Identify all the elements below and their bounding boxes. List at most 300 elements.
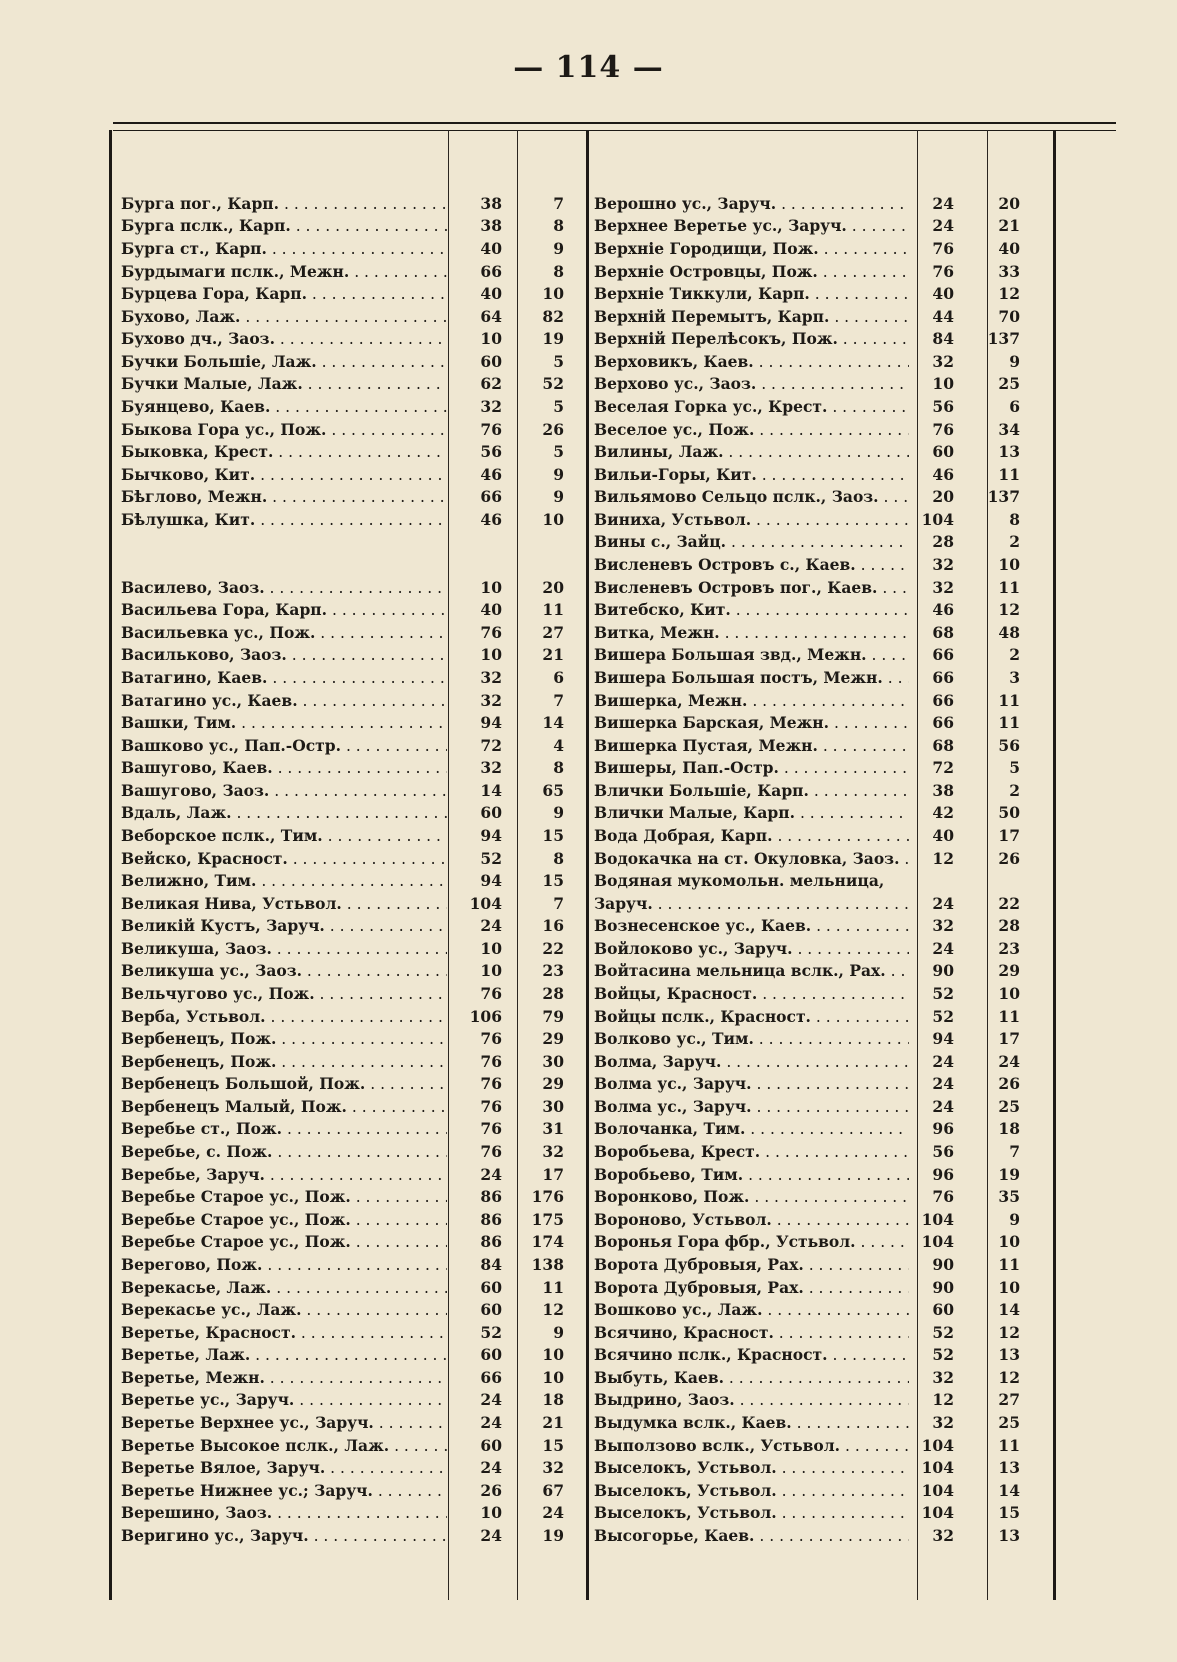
entry-name: Выдрино, Заоз. . . . [594, 1390, 909, 1409]
entry-page: 46 [480, 464, 502, 484]
entry-name: Вошково ус., Лаж. . . . [594, 1300, 909, 1319]
entry-page: 52 [932, 984, 954, 1004]
entry-page: 60 [480, 1345, 502, 1365]
index-entry [594, 327, 1020, 350]
index-entry [121, 440, 564, 463]
entry-page: 32 [932, 577, 954, 597]
entry-number: 65 [542, 780, 564, 800]
index-entry [594, 1073, 1020, 1096]
index-entry [121, 1434, 564, 1457]
entry-page: 10 [480, 938, 502, 958]
entry-name: Войлоково ус., Заруч. . . . [594, 939, 909, 958]
entry-page: 104 [921, 1503, 954, 1523]
entry-number: 14 [542, 713, 564, 733]
index-entry [121, 192, 564, 215]
entry-number: 26 [542, 419, 564, 439]
entry-page: 76 [480, 1142, 502, 1162]
entry-page: 104 [921, 1458, 954, 1478]
entry-page: 40 [932, 284, 954, 304]
entry-number: 25 [998, 1413, 1020, 1432]
entry-name: Влички Малые, Карп. . . . [594, 803, 909, 822]
entry-name: Вишеры, Пап.-Остр. . . . [594, 758, 909, 777]
entry-page: 76 [480, 984, 502, 1004]
entry-number: 2 [1009, 532, 1020, 552]
entry-page: 104 [921, 1209, 954, 1229]
entry-number: 17 [998, 1029, 1020, 1049]
entry-page: 66 [932, 667, 954, 687]
index-entry [121, 1276, 564, 1299]
entry-page: 86 [480, 1209, 502, 1229]
entry-number: 29 [542, 1074, 564, 1094]
entry-name: Верекасье ус., Лаж. . . . [121, 1300, 447, 1319]
entry-name: Витебско, Кит. . . . [594, 600, 909, 619]
index-entry [594, 237, 1020, 260]
entry-number: 8 [553, 261, 564, 281]
index-entry [594, 802, 1020, 825]
entry-name: Верхній Перелѣсокъ, Пож. . . . [594, 329, 909, 348]
entry-number: 4 [553, 735, 564, 755]
entry-page: 84 [480, 1254, 502, 1274]
entry-number: 9 [1009, 351, 1020, 371]
index-entry [121, 689, 564, 712]
entry-number: 12 [542, 1300, 564, 1320]
entry-page: 32 [480, 396, 502, 416]
entry-page: 32 [932, 555, 954, 575]
entry-name: Вилины, Лаж. . . . [594, 442, 909, 461]
index-entry [594, 1389, 1020, 1412]
entry-name: Ватагино, Каев. . . . [121, 668, 447, 687]
entry-page: 32 [932, 1413, 954, 1432]
entry-number: 21 [998, 216, 1020, 236]
entry-page: 76 [932, 1187, 954, 1207]
entry-number: 7 [553, 893, 564, 913]
entry-number: 28 [998, 916, 1020, 936]
entry-number: 33 [998, 261, 1020, 281]
entry-number: 7 [1009, 1142, 1020, 1162]
entry-number: 48 [998, 622, 1020, 642]
index-entry [121, 847, 564, 870]
entry-name: Веретье, Межн. . . . [121, 1368, 447, 1387]
index-entry [594, 373, 1020, 396]
entry-name: Выдумка вслк., Каев. . . . [594, 1413, 909, 1432]
entry-name: Вашково ус., Пап.-Остр. . . . [121, 736, 447, 755]
entry-page: 76 [932, 261, 954, 281]
entry-name: Вороново, Устьвол. . . . [594, 1210, 909, 1229]
entry-name: Быкова Гора ус., Пож. . . . [121, 420, 447, 439]
entry-name: Верхово ус., Заоз. . . . [594, 374, 909, 393]
entry-name: Вашки, Тим. . . . [121, 713, 447, 732]
entry-number: 30 [542, 1096, 564, 1116]
entry-name: Ворота Дубровыя, Рах. . . . [594, 1278, 909, 1297]
entry-page: 24 [932, 1074, 954, 1094]
entry-page: 104 [921, 509, 954, 529]
index-entry [594, 779, 1020, 802]
entry-name: Веребье, с. Пож. . . . [121, 1142, 447, 1161]
index-entry [594, 937, 1020, 960]
index-entry [121, 1366, 564, 1389]
index-entry [594, 982, 1020, 1005]
index-entry [121, 1163, 564, 1186]
entry-name: Волма ус., Заруч. . . . [594, 1097, 909, 1116]
entry-page: 24 [932, 216, 954, 236]
entry-name: Выползово вслк., Устьвол. . . . [594, 1436, 909, 1455]
entry-page: 60 [480, 803, 502, 823]
entry-number: 137 [987, 329, 1020, 349]
entry-number: 176 [531, 1187, 564, 1207]
entry-name: Василькoво, Заоз. . . . [121, 645, 447, 664]
entry-name: Вейско, Красност. . . . [121, 849, 447, 868]
index-entry [121, 1005, 564, 1028]
entry-page: 24 [932, 893, 954, 913]
entry-number: 15 [542, 1435, 564, 1455]
entry-name: Верхній Перемытъ, Карп. . . . [594, 307, 909, 326]
index-entry [594, 1163, 1020, 1186]
entry-number: 15 [542, 825, 564, 845]
index-entry [594, 960, 1020, 983]
index-entry [594, 395, 1020, 418]
index-entry [121, 915, 564, 938]
entry-number: 10 [998, 555, 1020, 575]
entry-page: 76 [480, 1051, 502, 1071]
entry-name: Воробьево, Тим. . . . [594, 1165, 909, 1184]
index-entry [594, 1321, 1020, 1344]
entry-page: 66 [480, 1367, 502, 1387]
entry-number: 56 [998, 735, 1020, 755]
index-entry [121, 215, 564, 238]
entry-number: 12 [998, 1367, 1020, 1387]
entry-number: 11 [542, 600, 564, 620]
entry-page: 14 [480, 780, 502, 800]
index-entry [594, 215, 1020, 238]
index-entry [121, 282, 564, 305]
entry-name: Войцы пслк., Красност. . . . [594, 1007, 909, 1026]
entry-page: 104 [921, 1480, 954, 1500]
entry-name: Веретье, Красност. . . . [121, 1323, 447, 1342]
entry-page: 84 [932, 329, 954, 349]
entry-number: 6 [1009, 396, 1020, 416]
index-entry [121, 1050, 564, 1073]
entry-page: 24 [480, 1458, 502, 1478]
entry-name: Бурга ст., Карп. . . . [121, 239, 447, 258]
entry-page: 90 [932, 961, 954, 981]
entry-number: 8 [553, 848, 564, 868]
entry-name: Бычково, Кит. . . . [121, 465, 447, 484]
entry-name: Заруч. . . . [594, 894, 909, 913]
index-entry [594, 1524, 1020, 1547]
entry-name: Быковка, Крест. . . . [121, 442, 447, 461]
entry-number: 32 [542, 1458, 564, 1478]
entry-name: Выбуть, Каев. . . . [594, 1368, 909, 1387]
index-entry [594, 282, 1020, 305]
entry-name: Верегово, Пож. . . . [121, 1255, 447, 1274]
entry-page: 52 [480, 848, 502, 868]
index-entry [121, 1118, 564, 1141]
entry-name: Выселокъ, Устьвол. . . . [594, 1481, 909, 1500]
entry-number: 10 [542, 284, 564, 304]
entry-name: Вдаль, Лаж. . . . [121, 803, 447, 822]
index-entry [121, 1185, 564, 1208]
entry-name: Веребье ст., Пож. . . . [121, 1119, 447, 1138]
entry-name: Верхнее Веретье ус., Заруч. . . . [594, 216, 909, 235]
index-entry [594, 1366, 1020, 1389]
entry-number: 31 [542, 1119, 564, 1139]
entry-page: 12 [932, 848, 954, 868]
entry-page: 40 [480, 284, 502, 304]
table-frame [113, 122, 1116, 1600]
entry-page: 32 [480, 690, 502, 710]
entry-page: 10 [480, 577, 502, 597]
entry-name: Всячино пслк., Красност. . . . [594, 1345, 909, 1364]
entry-page: 60 [480, 1435, 502, 1455]
index-entry [594, 621, 1020, 644]
index-entry [121, 463, 564, 486]
entry-number: 5 [553, 442, 564, 462]
entry-page: 46 [480, 509, 502, 529]
entry-number: 2 [1009, 780, 1020, 800]
entry-page: 10 [480, 329, 502, 349]
index-entry [121, 1298, 564, 1321]
entry-page: 26 [480, 1480, 502, 1500]
entry-name: Влички Большіе, Карп. . . . [594, 781, 909, 800]
entry-number: 11 [998, 1006, 1020, 1026]
entry-page: 42 [932, 803, 954, 823]
entry-number: 20 [998, 193, 1020, 213]
entry-page: 10 [480, 645, 502, 665]
entry-page: 32 [932, 351, 954, 371]
entry-number: 24 [998, 1051, 1020, 1071]
entry-name: Великуша ус., Заоз. . . . [121, 961, 447, 980]
index-entry [121, 869, 564, 892]
left-index-column [121, 192, 564, 1547]
entry-number: 16 [542, 916, 564, 936]
entry-number: 27 [998, 1390, 1020, 1410]
entry-number: 67 [542, 1480, 564, 1500]
entry-name: Бурга пслк., Карп. . . . [121, 216, 447, 235]
index-entry [594, 192, 1020, 215]
entry-name: Вознесенское ус., Каев. . . . [594, 916, 909, 935]
index-entry [594, 1208, 1020, 1231]
entry-page: 60 [932, 1300, 954, 1320]
entry-number: 7 [553, 193, 564, 213]
entry-name: Вода Добрая, Карп. . . . [594, 826, 909, 845]
entry-page: 38 [932, 780, 954, 800]
entry-page: 76 [932, 419, 954, 439]
entry-name: Выселокъ, Устьвол. . . . [594, 1458, 909, 1477]
entry-page: 60 [480, 1300, 502, 1320]
index-entry [594, 1411, 1020, 1434]
entry-number: 10 [998, 1232, 1020, 1252]
entry-number: 9 [553, 803, 564, 823]
entry-page: 90 [932, 1277, 954, 1297]
entry-page: 66 [932, 645, 954, 665]
entry-name: Веребье Старое ус., Пож. . . . [121, 1187, 447, 1206]
entry-page: 32 [480, 758, 502, 778]
entry-page: 24 [932, 1096, 954, 1116]
entry-number: 19 [542, 329, 564, 349]
entry-name: Василево, Заоз. . . . [121, 578, 447, 597]
entry-name: Бѣглово, Межн. . . . [121, 487, 447, 506]
entry-page: 56 [932, 1142, 954, 1162]
index-entry [594, 1343, 1020, 1366]
entry-name: Великій Кустъ, Заруч. . . . [121, 916, 447, 935]
entry-name: Веребье Старое ус., Пож. . . . [121, 1210, 447, 1229]
entry-number: 27 [542, 622, 564, 642]
entry-number: 10 [998, 984, 1020, 1004]
index-entry [121, 305, 564, 328]
entry-number: 18 [998, 1119, 1020, 1139]
index-entry [594, 260, 1020, 283]
entry-name: Верешино, Заоз. . . . [121, 1503, 447, 1522]
entry-number: 22 [542, 938, 564, 958]
top-rule [113, 122, 1116, 131]
entry-number: 5 [553, 396, 564, 416]
index-entry [121, 1140, 564, 1163]
entry-name: Веретье ус., Заруч. . . . [121, 1390, 447, 1409]
entry-page: 60 [480, 1277, 502, 1297]
entry-name: Воронья Гора фбр., Устьвол. . . . [594, 1232, 909, 1251]
entry-name: Волма ус., Заруч. . . . [594, 1074, 909, 1093]
entry-name: Верхніе Городищи, Пож. . . . [594, 239, 909, 258]
index-entry [594, 869, 1020, 892]
entry-number: 11 [542, 1277, 564, 1297]
entry-page: 94 [480, 825, 502, 845]
entry-page: 12 [932, 1390, 954, 1410]
entry-number: 28 [542, 984, 564, 1004]
index-entry [594, 847, 1020, 870]
entry-page: 94 [480, 713, 502, 733]
entry-page: 52 [932, 1345, 954, 1365]
entry-number: 24 [542, 1503, 564, 1523]
entry-number: 13 [998, 1345, 1020, 1365]
entry-page: 60 [480, 351, 502, 371]
index-entry [121, 1411, 564, 1434]
entry-name: Вербенецъ, Пож. . . . [121, 1029, 447, 1048]
entry-name: Бѣлушка, Кит. . . . [121, 510, 447, 529]
entry-name: Войтасина мельница вслк., Рах. . . . [594, 961, 909, 980]
entry-number: 26 [998, 848, 1020, 868]
entry-number: 10 [998, 1277, 1020, 1297]
entry-name: Бухово, Лаж. . . . [121, 307, 447, 326]
index-entry [121, 756, 564, 779]
index-entry [121, 892, 564, 915]
index-entry [594, 892, 1020, 915]
entry-name: Вишера Большая постъ, Межн. . . . [594, 668, 909, 687]
entry-page: 76 [480, 1074, 502, 1094]
index-entry [594, 756, 1020, 779]
entry-page: 20 [932, 487, 954, 507]
entry-number: 5 [553, 351, 564, 371]
entry-name: Вашугово, Заоз. . . . [121, 781, 447, 800]
entry-number: 13 [998, 442, 1020, 462]
entry-number: 34 [998, 419, 1020, 439]
entry-name: Веселое ус., Пож. . . . [594, 420, 909, 439]
entry-page: 24 [480, 1164, 502, 1184]
index-entry [594, 915, 1020, 938]
entry-page: 38 [480, 193, 502, 213]
index-entry [594, 1502, 1020, 1525]
index-entry [121, 779, 564, 802]
index-entry [594, 1298, 1020, 1321]
index-entry [121, 395, 564, 418]
index-entry [121, 1073, 564, 1096]
entry-page: 86 [480, 1232, 502, 1252]
entry-page: 52 [932, 1006, 954, 1026]
entry-name: Вины с., Зайц. . . . [594, 532, 909, 551]
entry-page: 24 [480, 1390, 502, 1410]
entry-number: 19 [998, 1164, 1020, 1184]
entry-number: 50 [998, 803, 1020, 823]
index-entry [594, 689, 1020, 712]
index-entry [121, 734, 564, 757]
entry-page: 32 [480, 667, 502, 687]
entry-number: 9 [553, 464, 564, 484]
entry-number: 25 [998, 374, 1020, 394]
entry-number: 52 [542, 374, 564, 394]
entry-name: Веретье Высокое пслк., Лаж. . . . [121, 1436, 447, 1455]
entry-name: Верекасье, Лаж. . . . [121, 1278, 447, 1297]
index-entry [121, 937, 564, 960]
entry-number: 12 [998, 1322, 1020, 1342]
index-entry [594, 305, 1020, 328]
entry-page: 64 [480, 306, 502, 326]
entry-name: Вишерка Пустая, Межн. . . . [594, 736, 909, 755]
entry-name: Ватагино ус., Каев. . . . [121, 691, 447, 710]
entry-name: Ворота Дубровыя, Рах. . . . [594, 1255, 909, 1274]
left-border [109, 130, 112, 1600]
index-entry [121, 1502, 564, 1525]
entry-number: 12 [998, 284, 1020, 304]
entry-name: Веборское пслк., Тим. . . . [121, 826, 447, 845]
index-entry [121, 1479, 564, 1502]
index-entry [121, 1253, 564, 1276]
entry-page: 46 [932, 600, 954, 620]
entry-name: Буянцево, Каев. . . . [121, 397, 447, 416]
entry-number: 8 [553, 216, 564, 236]
entry-number: 15 [542, 871, 564, 891]
index-entry [594, 644, 1020, 667]
entry-number: 23 [998, 938, 1020, 958]
entry-number: 13 [998, 1458, 1020, 1478]
index-entry [594, 1027, 1020, 1050]
index-entry [121, 1389, 564, 1412]
entry-name: Веребье, Заруч. . . . [121, 1165, 447, 1184]
entry-name: Веселая Горка ус., Крест. . . . [594, 397, 909, 416]
entry-number: 29 [542, 1029, 564, 1049]
index-entry [121, 373, 564, 396]
entry-page: 56 [480, 442, 502, 462]
entry-number: 18 [542, 1390, 564, 1410]
entry-number: 23 [542, 961, 564, 981]
index-entry [121, 824, 564, 847]
entry-number: 3 [1009, 667, 1020, 687]
index-entry [121, 418, 564, 441]
entry-number: 21 [542, 1413, 564, 1432]
index-entry [121, 1343, 564, 1366]
entry-name: Верховикъ, Каев. . . . [594, 352, 909, 371]
index-entry [594, 1456, 1020, 1479]
entry-name: Бучки Малые, Лаж. . . . [121, 374, 447, 393]
index-entry [594, 824, 1020, 847]
entry-name: Васильевка ус., Пож. . . . [121, 623, 447, 642]
entry-name: Всячино, Красност. . . . [594, 1323, 909, 1342]
index-entry [121, 960, 564, 983]
entry-number: 22 [998, 893, 1020, 913]
entry-number: 11 [998, 464, 1020, 484]
entry-page: 24 [480, 1413, 502, 1432]
entry-number: 9 [553, 487, 564, 507]
index-entry [594, 1050, 1020, 1073]
index-entry [121, 531, 564, 554]
